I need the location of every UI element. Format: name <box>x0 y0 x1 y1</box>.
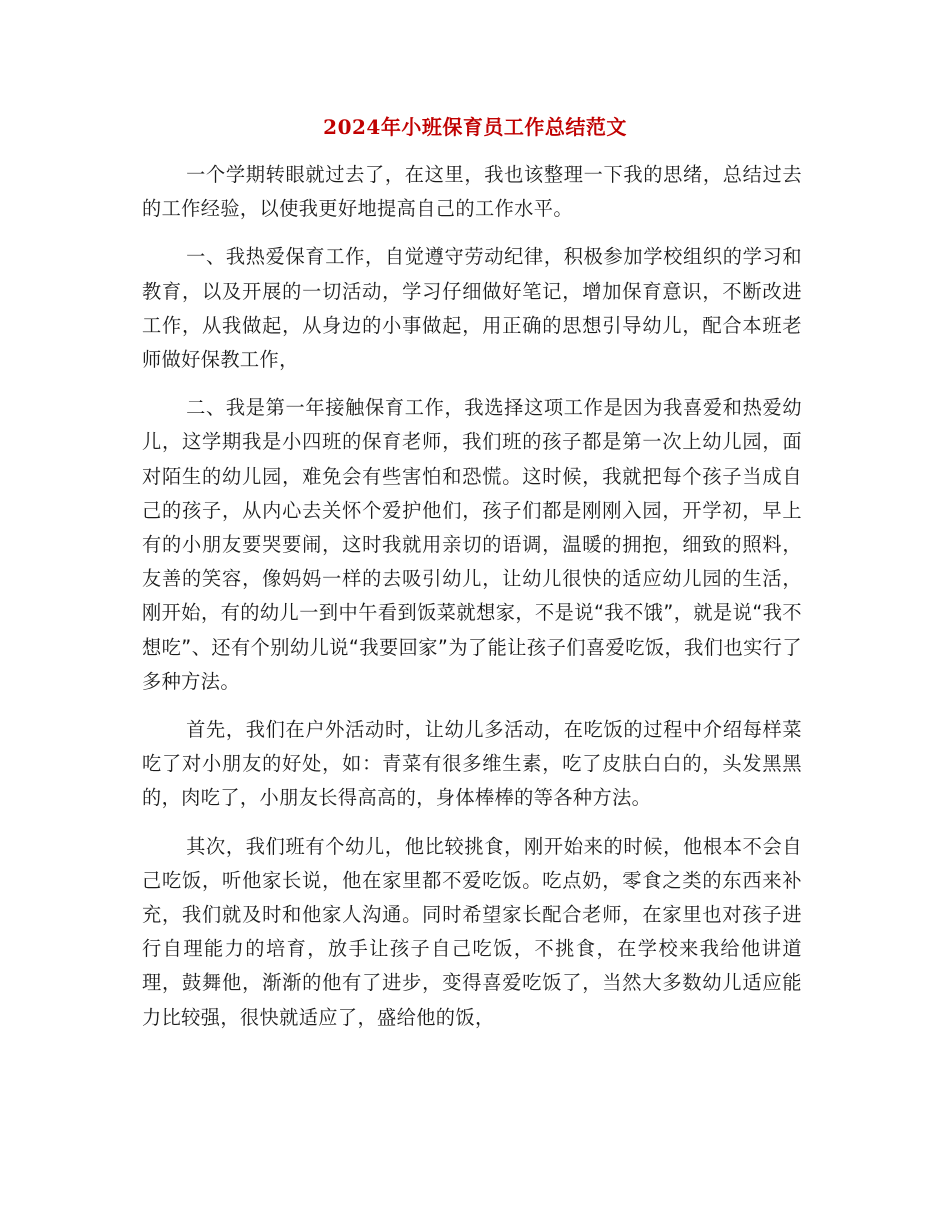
document-title: 2024年小班保育员工作总结范文 <box>323 115 627 139</box>
paragraph-section-one: 一、我热爱保育工作，自觉遵守劳动纪律，积极参加学校组织的学习和教育，以及开展的一切活动，学习仔细做好笔记，增加保育意识，不断改进工作，从我做起，从身边的小事做起，用正确的思想引导幼儿，配合本班老师做好保教工作， <box>142 245 802 372</box>
paragraph-section-two: 二、我是第一年接触保育工作，我选择这项工作是因为我喜爱和热爱幼儿，这学期我是小四班的保育老师，我们班的孩子都是第一次上幼儿园，面对陌生的幼儿园，难免会有些害怕和恐慌。这时候，我就把每个孩子当成自己的孩子，从内心去关怀个爱护他们，孩子们都是刚刚入园，开学初，早上有的小朋友要哭要闹，这时我就用亲切的语调，温暖的拥抱，细致的照料，友善的笑容，像妈妈一样的去吸引幼儿，让幼儿很快的适应幼儿园的生活，刚开始，有的幼儿一到中午看到饭菜就想家，不是说“我不饿”，就是说“我不想吃”、还有个别幼儿说“我要回家”为了能让孩子们喜爱吃饭，我们也实行了多种方法。 <box>142 396 802 693</box>
paragraph-first-method: 首先，我们在户外活动时，让幼儿多活动，在吃饭的过程中介绍每样菜吃了对小朋友的好处，如：青菜有很多维生素，吃了皮肤白白的，头发黑黑的，肉吃了，小朋友长得高高的，身体棒棒的等各种方法。 <box>142 718 802 810</box>
paragraph-intro: 一个学期转眼就过去了，在这里，我也该整理一下我的思绪，总结过去的工作经验，以使我更好地提高自己的工作水平。 <box>142 163 802 221</box>
paragraph-second-method: 其次，我们班有个幼儿，他比较挑食，刚开始来的时候，他根本不会自己吃饭，听他家长说，他在家里都不爱吃饭。吃点奶，零食之类的东西来补充，我们就及时和他家人沟通。同时希望家长配合老师，在家里也对孩子进行自理能力的培育，放手让孩子自己吃饭，不挑食，在学校来我给他讲道理，鼓舞他，渐渐的他有了进步，变得喜爱吃饭了，当然大多数幼儿适应能力比较强，很快就适应了，盛给他的饭， <box>142 834 802 1029</box>
document-body <box>142 158 802 1049</box>
